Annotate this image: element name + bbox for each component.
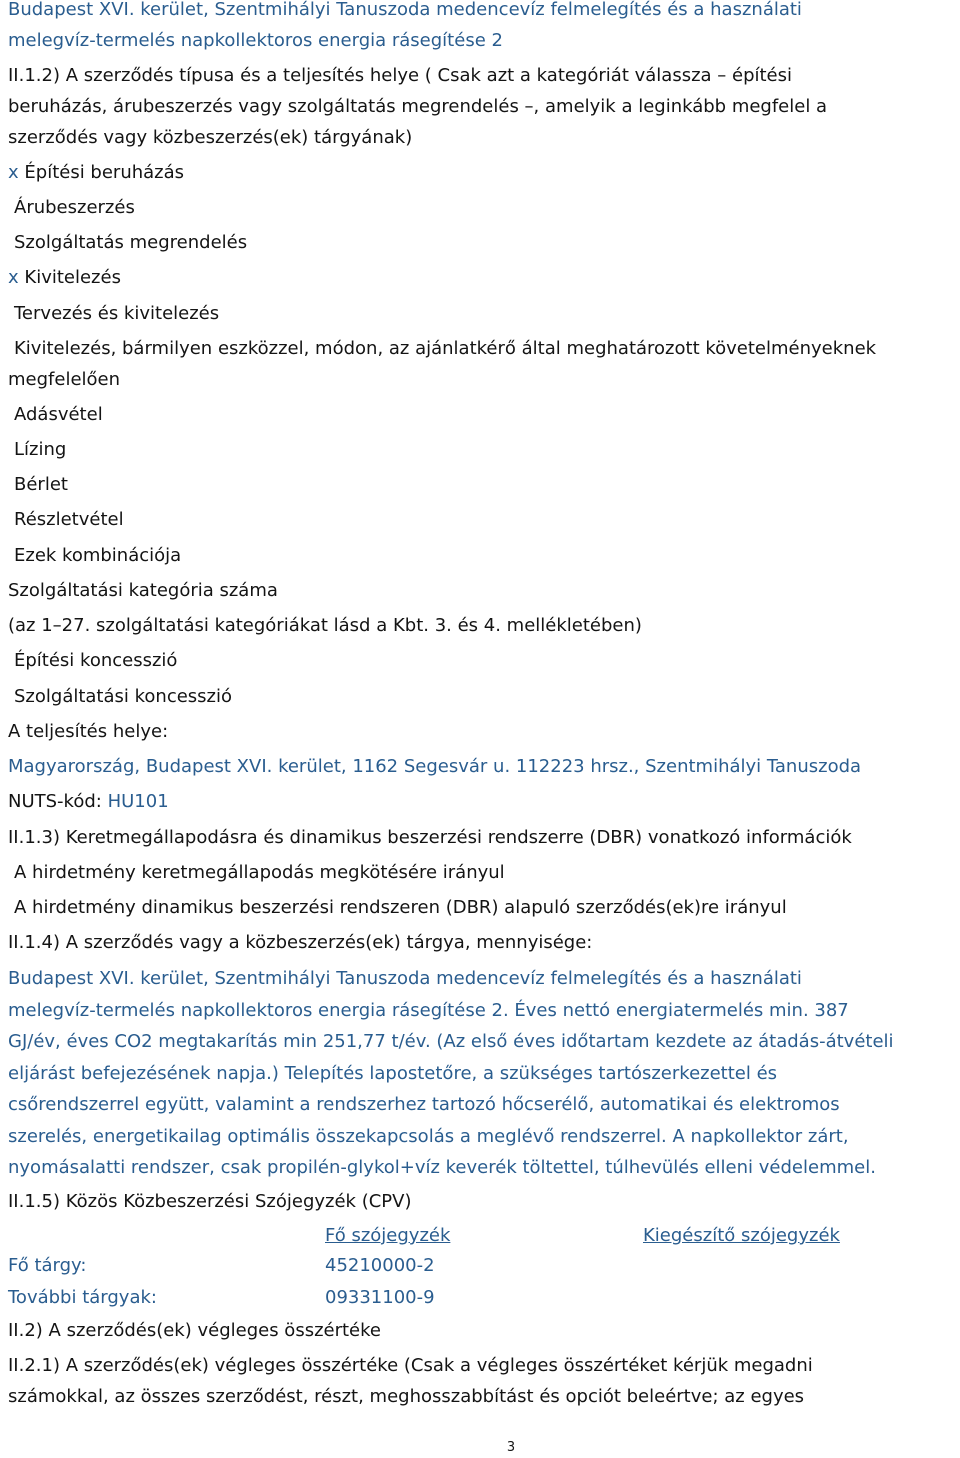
subject-line-3: GJ/év, éves CO2 megtakarítás min 251,77 t/év. (Az első éves időtartam kezdete az átadás-átvételi (8, 1031, 894, 1052)
option-adasvetel: Adásvétel (14, 404, 103, 425)
section-ii-2-1-heading-line-1: II.2.1) A szerződés(ek) végleges összértéke (Csak a végleges összértéket kérjük megadni (8, 1355, 813, 1376)
place-label: A teljesítés helye: (8, 721, 169, 742)
cpv-other-code: 09331100-9 (325, 1287, 435, 1308)
nuts-code (8, 786, 956, 818)
service-category-label: Szolgáltatási kategória száma (8, 580, 278, 601)
place-value: Magyarország, Budapest XVI. kerület, 1162 Segesvár u. 112223 hrsz., Szentmihályi Tanuszoda (8, 756, 862, 777)
section-ii-2-heading: II.2) A szerződés(ek) végleges összértéke (8, 1320, 381, 1341)
cpv-main-column-header: Fő szójegyzék (325, 1225, 451, 1246)
option-kivitelezes-barmilyen-line-1: Kivitelezés, bármilyen eszközzel, módon, az ajánlatkérő által meghatározott követelményeknek (14, 338, 877, 359)
page-number: 3 (506, 1440, 516, 1455)
option-keretmegallapodas: A hirdetmény keretmegállapodás megkötésére irányul (14, 862, 505, 883)
option-reszletvetel: Részletvétel (14, 509, 124, 530)
option-arubeszerzes: Árubeszerzés (14, 197, 135, 218)
subject-line-7: nyomásalatti rendszer, csak propilén-glykol+víz keverék töltettel, túlhevülés elleni védelemmel. (8, 1157, 876, 1178)
title-line-1: Budapest XVI. kerület, Szentmihályi Tanuszoda medencevíz felmelegítés és a használati (8, 0, 802, 20)
option-ezek-kombinacioja: Ezek kombinációja (14, 545, 182, 566)
subject-line-5: csőrendszerrel együtt, valamint a rendszerhez tartozó hőcserélő, automatikai és elektromos (8, 1094, 840, 1115)
option-label: Építési beruházás (24, 162, 185, 183)
option-lizing: Lízing (14, 439, 67, 460)
option-checked-mark: x (8, 267, 19, 288)
subject-line-2: melegvíz-termelés napkollektoros energia rásegítése 2. Éves nettó energiatermelés min. 387 (8, 999, 849, 1021)
cpv-main-code: 45210000-2 (325, 1255, 435, 1276)
option-tervezes-es-kivitelezes: Tervezés és kivitelezés (14, 303, 220, 324)
option-kivitelezes (8, 262, 956, 294)
option-szolgaltatas-megrendeles: Szolgáltatás megrendelés (14, 232, 248, 253)
section-ii-1-2-heading-line-3: szerződés vagy közbeszerzés(ek) tárgyának) (8, 127, 413, 148)
option-kivitelezes-barmilyen-line-2: megfelelően (8, 369, 121, 390)
section-ii-1-3-heading: II.1.3) Keretmegállapodásra és dinamikus beszerzési rendszerre (DBR) vonatkozó információk (8, 827, 852, 848)
title-line-2: melegvíz-termelés napkollektoros energia rásegítése 2 (8, 30, 503, 51)
subject-line-4: eljárást befejezésének napja.) Telepítés lapostetőre, a szükséges tartószerkezettel és (8, 1062, 778, 1084)
option-szolgaltatasi-koncesszio: Szolgáltatási koncesszió (14, 686, 233, 707)
option-dbr: A hirdetmény dinamikus beszerzési rendszeren (DBR) alapuló szerződés(ek)re irányul (14, 897, 787, 918)
option-label: Kivitelezés (24, 267, 121, 288)
section-ii-1-4-heading: II.1.4) A szerződés vagy a közbeszerzés(ek) tárgya, mennyisége: (8, 932, 593, 953)
service-category-note: (az 1–27. szolgáltatási kategóriákat lásd a Kbt. 3. és 4. mellékletében) (8, 615, 642, 636)
section-ii-2-1-heading-line-2: számokkal, az összes szerződést, részt, meghosszabbítást és opciót beleértve; az egyes (8, 1386, 805, 1407)
subject-line-1: Budapest XVI. kerület, Szentmihályi Tanuszoda medencevíz felmelegítés és a használati (8, 968, 802, 989)
option-berlet: Bérlet (14, 474, 68, 495)
cpv-extra-column-header: Kiegészítő szójegyzék (643, 1225, 840, 1246)
section-ii-1-2-heading-line-1: II.1.2) A szerződés típusa és a teljesítés helye ( Csak azt a kategóriát válassza – építési (8, 65, 793, 86)
option-checked-mark: x (8, 162, 19, 183)
subject-line-6: szerelés, energetikailag optimális összekapcsolás a meglévő rendszerrel. A napkollektor zárt, (8, 1125, 849, 1147)
cpv-main-label: Fő tárgy: (8, 1255, 87, 1276)
option-epitesi-beruhazas (8, 157, 956, 189)
nuts-label: NUTS-kód: (8, 791, 102, 812)
option-epitesi-koncesszio: Építési koncesszió (14, 650, 178, 671)
cpv-other-label: További tárgyak: (8, 1287, 157, 1308)
nuts-value: HU101 (107, 791, 169, 812)
section-ii-1-2-heading-line-2: beruházás, árubeszerzés vagy szolgáltatás megrendelés –, amelyik a leginkább megfelel a (8, 96, 828, 117)
section-ii-1-5-heading: II.1.5) Közös Közbeszerzési Szójegyzék (CPV) (8, 1191, 412, 1212)
